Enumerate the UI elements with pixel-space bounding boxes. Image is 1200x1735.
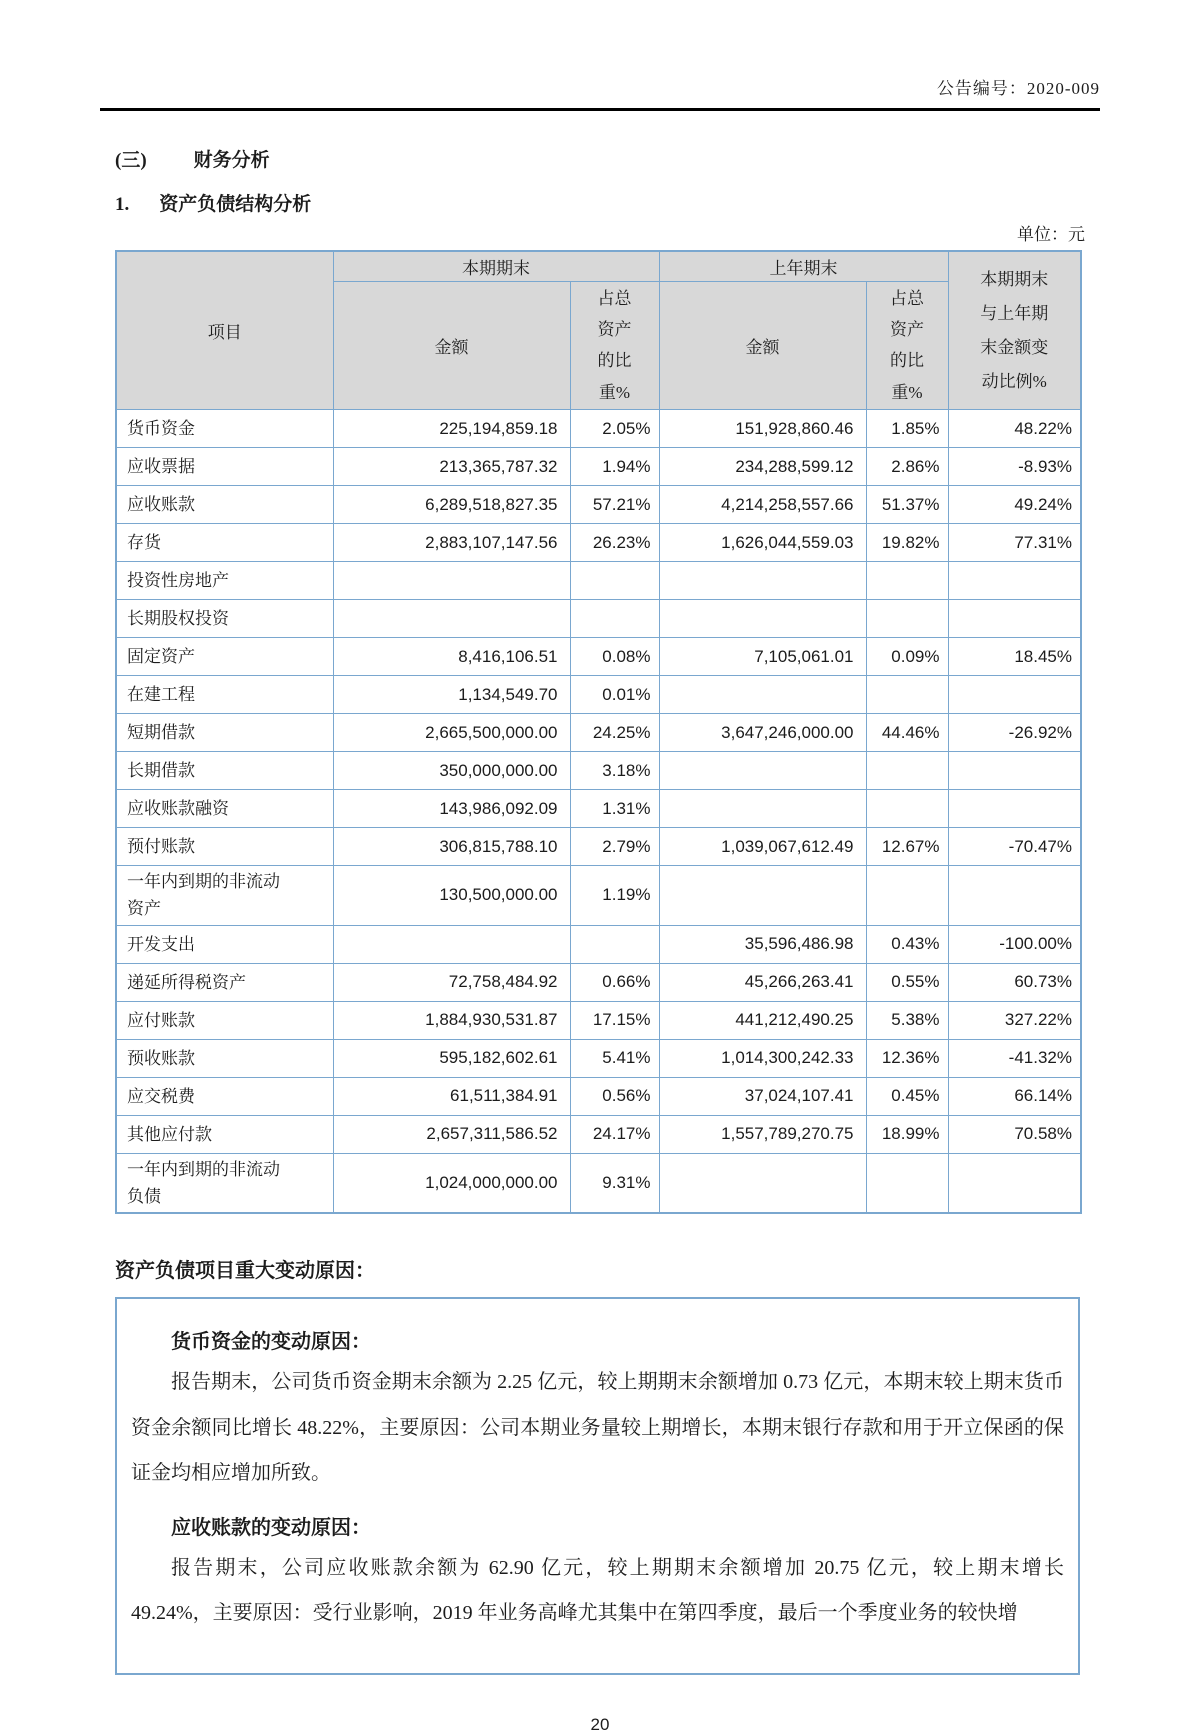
row-change-ratio: -41.32% [948,1039,1081,1077]
section-title [115,145,1100,172]
row-current-ratio [570,600,659,638]
col-header-current-amount: 金额 [333,281,570,410]
row-change-ratio: 49.24% [948,486,1081,524]
row-current-ratio: 1.94% [570,448,659,486]
table-row [116,1077,1081,1115]
row-previous-ratio: 19.82% [866,524,948,562]
row-previous-ratio: 51.37% [866,486,948,524]
row-previous-amount [659,790,866,828]
unit-label: 单位：元 [1017,225,1085,244]
row-current-amount: 2,883,107,147.56 [333,524,570,562]
row-change-ratio: 327.22% [948,1001,1081,1039]
row-current-ratio: 57.21% [570,486,659,524]
row-item-label: 预收账款 [116,1039,333,1077]
table-row [116,1115,1081,1153]
row-item-label: 存货 [116,524,333,562]
row-previous-amount [659,600,866,638]
row-change-ratio: -26.92% [948,714,1081,752]
row-item-label: 长期借款 [116,752,333,790]
table-body [116,410,1081,1213]
col-header-previous-ratio-text: 占总资产的比重% [890,288,924,402]
row-change-ratio [948,752,1081,790]
note-subheading: 应收账款的变动原因： [171,1516,371,1539]
row-previous-ratio: 12.36% [866,1039,948,1077]
row-current-ratio: 2.79% [570,828,659,866]
table-header [116,251,1081,410]
col-header-previous-period: 上年期末 [659,251,948,281]
row-previous-ratio: 44.46% [866,714,948,752]
balance-sheet-table [115,250,1082,1214]
row-previous-ratio: 18.99% [866,1115,948,1153]
row-current-amount [333,562,570,600]
row-previous-amount: 4,214,258,557.66 [659,486,866,524]
row-current-amount: 306,815,788.10 [333,828,570,866]
row-item-label: 固定资产 [116,638,333,676]
table-row [116,1001,1081,1039]
row-current-ratio: 24.25% [570,714,659,752]
row-previous-ratio: 0.45% [866,1077,948,1115]
row-current-amount: 8,416,106.51 [333,638,570,676]
col-header-change-ratio [948,251,1081,410]
row-item-label: 预付账款 [116,828,333,866]
row-current-ratio: 1.19% [570,866,659,925]
row-previous-amount: 1,557,789,270.75 [659,1115,866,1153]
page-number: 20 [590,1714,610,1734]
row-previous-amount: 3,647,246,000.00 [659,714,866,752]
row-current-amount: 1,024,000,000.00 [333,1153,570,1213]
row-item-label: 一年内到期的非流动负债 [116,1153,333,1213]
row-previous-amount [659,676,866,714]
col-header-current-ratio-text: 占总资产的比重% [597,288,632,402]
row-item-label: 其他应付款 [116,1115,333,1153]
table-row [116,600,1081,638]
row-current-ratio [570,925,659,963]
row-change-ratio: 18.45% [948,638,1081,676]
row-item-label: 应收票据 [116,448,333,486]
row-item-label: 递延所得税资产 [116,963,333,1001]
row-previous-amount: 1,039,067,612.49 [659,828,866,866]
table-row [116,790,1081,828]
table-row [116,562,1081,600]
row-previous-ratio [866,600,948,638]
row-change-ratio: -70.47% [948,828,1081,866]
row-current-ratio: 24.17% [570,1115,659,1153]
subsection-number: 1. [115,194,130,215]
col-header-item: 项目 [116,251,333,410]
row-change-ratio: 66.14% [948,1077,1081,1115]
table-row [116,448,1081,486]
row-change-ratio: 70.58% [948,1115,1081,1153]
table-row [116,752,1081,790]
table-row [116,714,1081,752]
row-current-ratio: 0.66% [570,963,659,1001]
row-previous-amount: 1,014,300,242.33 [659,1039,866,1077]
row-item-label: 在建工程 [116,676,333,714]
row-current-amount: 2,665,500,000.00 [333,714,570,752]
row-previous-ratio: 0.09% [866,638,948,676]
note-paragraph: 报告期末，公司货币资金期末余额为 2.25 亿元，较上期期末余额增加 0.73 亿元，本期末较上期末货币资金余额同比增长 48.22%，主要原因：公司本期业务量较上期增长，本期末银行存款和用于开立保函的保证金均相应增加所致。 [131,1371,1064,1485]
note-subheading: 货币资金的变动原因： [171,1331,371,1353]
row-item-label: 投资性房地产 [116,562,333,600]
row-current-ratio [570,562,659,600]
row-item-label: 短期借款 [116,714,333,752]
table-row [116,963,1081,1001]
row-previous-amount [659,1153,866,1213]
row-item-label: 应交税费 [116,1077,333,1115]
table-row [116,486,1081,524]
row-current-ratio: 0.56% [570,1077,659,1115]
row-current-ratio: 5.41% [570,1039,659,1077]
col-header-change-ratio-text: 本期期末与上年期末金额变动比例% [980,269,1049,391]
table-row [116,1039,1081,1077]
row-current-amount: 213,365,787.32 [333,448,570,486]
row-current-amount: 130,500,000.00 [333,866,570,925]
row-current-amount: 72,758,484.92 [333,963,570,1001]
subsection-name: 资产负债结构分析 [159,194,312,215]
row-current-amount: 61,511,384.91 [333,1077,570,1115]
row-change-ratio: 77.31% [948,524,1081,562]
row-item-label: 长期股权投资 [116,600,333,638]
row-current-ratio: 1.31% [570,790,659,828]
row-previous-ratio [866,1153,948,1213]
row-item-label: 应付账款 [116,1001,333,1039]
row-previous-amount: 35,596,486.98 [659,925,866,963]
row-change-ratio [948,676,1081,714]
row-current-ratio: 26.23% [570,524,659,562]
row-previous-ratio: 12.67% [866,828,948,866]
row-previous-ratio: 2.86% [866,448,948,486]
row-previous-amount: 45,266,263.41 [659,963,866,1001]
row-previous-amount [659,562,866,600]
row-change-ratio: -100.00% [948,925,1081,963]
row-item-label: 应收账款融资 [116,790,333,828]
table-row [116,676,1081,714]
section-name: 财务分析 [193,150,270,171]
row-current-amount: 350,000,000.00 [333,752,570,790]
subsection-title [115,189,1100,216]
row-previous-amount [659,866,866,925]
row-change-ratio [948,1153,1081,1213]
col-header-previous-amount: 金额 [659,281,866,410]
row-current-ratio: 0.08% [570,638,659,676]
row-previous-ratio: 0.55% [866,963,948,1001]
col-header-previous-ratio [866,281,948,410]
table-row [116,524,1081,562]
table-row [116,638,1081,676]
row-previous-amount: 1,626,044,559.03 [659,524,866,562]
row-current-ratio: 17.15% [570,1001,659,1039]
row-previous-amount: 7,105,061.01 [659,638,866,676]
row-current-amount: 225,194,859.18 [333,410,570,448]
row-previous-ratio [866,562,948,600]
row-current-ratio: 2.05% [570,410,659,448]
row-item-label: 一年内到期的非流动资产 [116,866,333,925]
row-current-amount: 595,182,602.61 [333,1039,570,1077]
row-change-ratio: 60.73% [948,963,1081,1001]
row-item-label: 开发支出 [116,925,333,963]
row-current-amount [333,925,570,963]
row-current-amount: 1,134,549.70 [333,676,570,714]
row-previous-ratio [866,790,948,828]
row-item-label: 货币资金 [116,410,333,448]
row-change-ratio [948,562,1081,600]
row-previous-ratio: 5.38% [866,1001,948,1039]
row-current-amount: 2,657,311,586.52 [333,1115,570,1153]
section-number: (三) [115,150,147,171]
row-change-ratio [948,790,1081,828]
row-previous-amount: 441,212,490.25 [659,1001,866,1039]
header-divider [100,108,1100,111]
row-previous-amount: 37,024,107.41 [659,1077,866,1115]
row-current-amount [333,600,570,638]
row-current-ratio: 0.01% [570,676,659,714]
row-current-ratio: 3.18% [570,752,659,790]
table-row [116,1153,1081,1213]
row-previous-ratio [866,676,948,714]
row-previous-ratio [866,752,948,790]
row-change-ratio [948,866,1081,925]
row-previous-ratio: 0.43% [866,925,948,963]
col-header-current-ratio [570,281,659,410]
table-row [116,866,1081,925]
row-change-ratio: -8.93% [948,448,1081,486]
row-change-ratio: 48.22% [948,410,1081,448]
table-row [116,828,1081,866]
notes-heading: 资产负债项目重大变动原因： [115,1260,375,1282]
row-current-ratio: 9.31% [570,1153,659,1213]
notes-box [115,1297,1080,1675]
col-header-current-period: 本期期末 [333,251,659,281]
row-previous-amount: 151,928,860.46 [659,410,866,448]
row-previous-amount: 234,288,599.12 [659,448,866,486]
row-previous-ratio [866,866,948,925]
table-row [116,410,1081,448]
row-current-amount: 6,289,518,827.35 [333,486,570,524]
row-current-amount: 1,884,930,531.87 [333,1001,570,1039]
row-current-amount: 143,986,092.09 [333,790,570,828]
note-paragraph: 报告期末，公司应收账款余额为 62.90 亿元，较上期期末余额增加 20.75 亿元，较上期末增长 49.24%，主要原因：受行业影响，2019 年业务高峰尤其集中在第四季度，最后一个季度业务的较快增 [131,1556,1064,1625]
table-row [116,925,1081,963]
row-previous-ratio: 1.85% [866,410,948,448]
row-change-ratio [948,600,1081,638]
announcement-number: 公告编号：2020-009 [936,79,1100,98]
row-item-label: 应收账款 [116,486,333,524]
row-previous-amount [659,752,866,790]
